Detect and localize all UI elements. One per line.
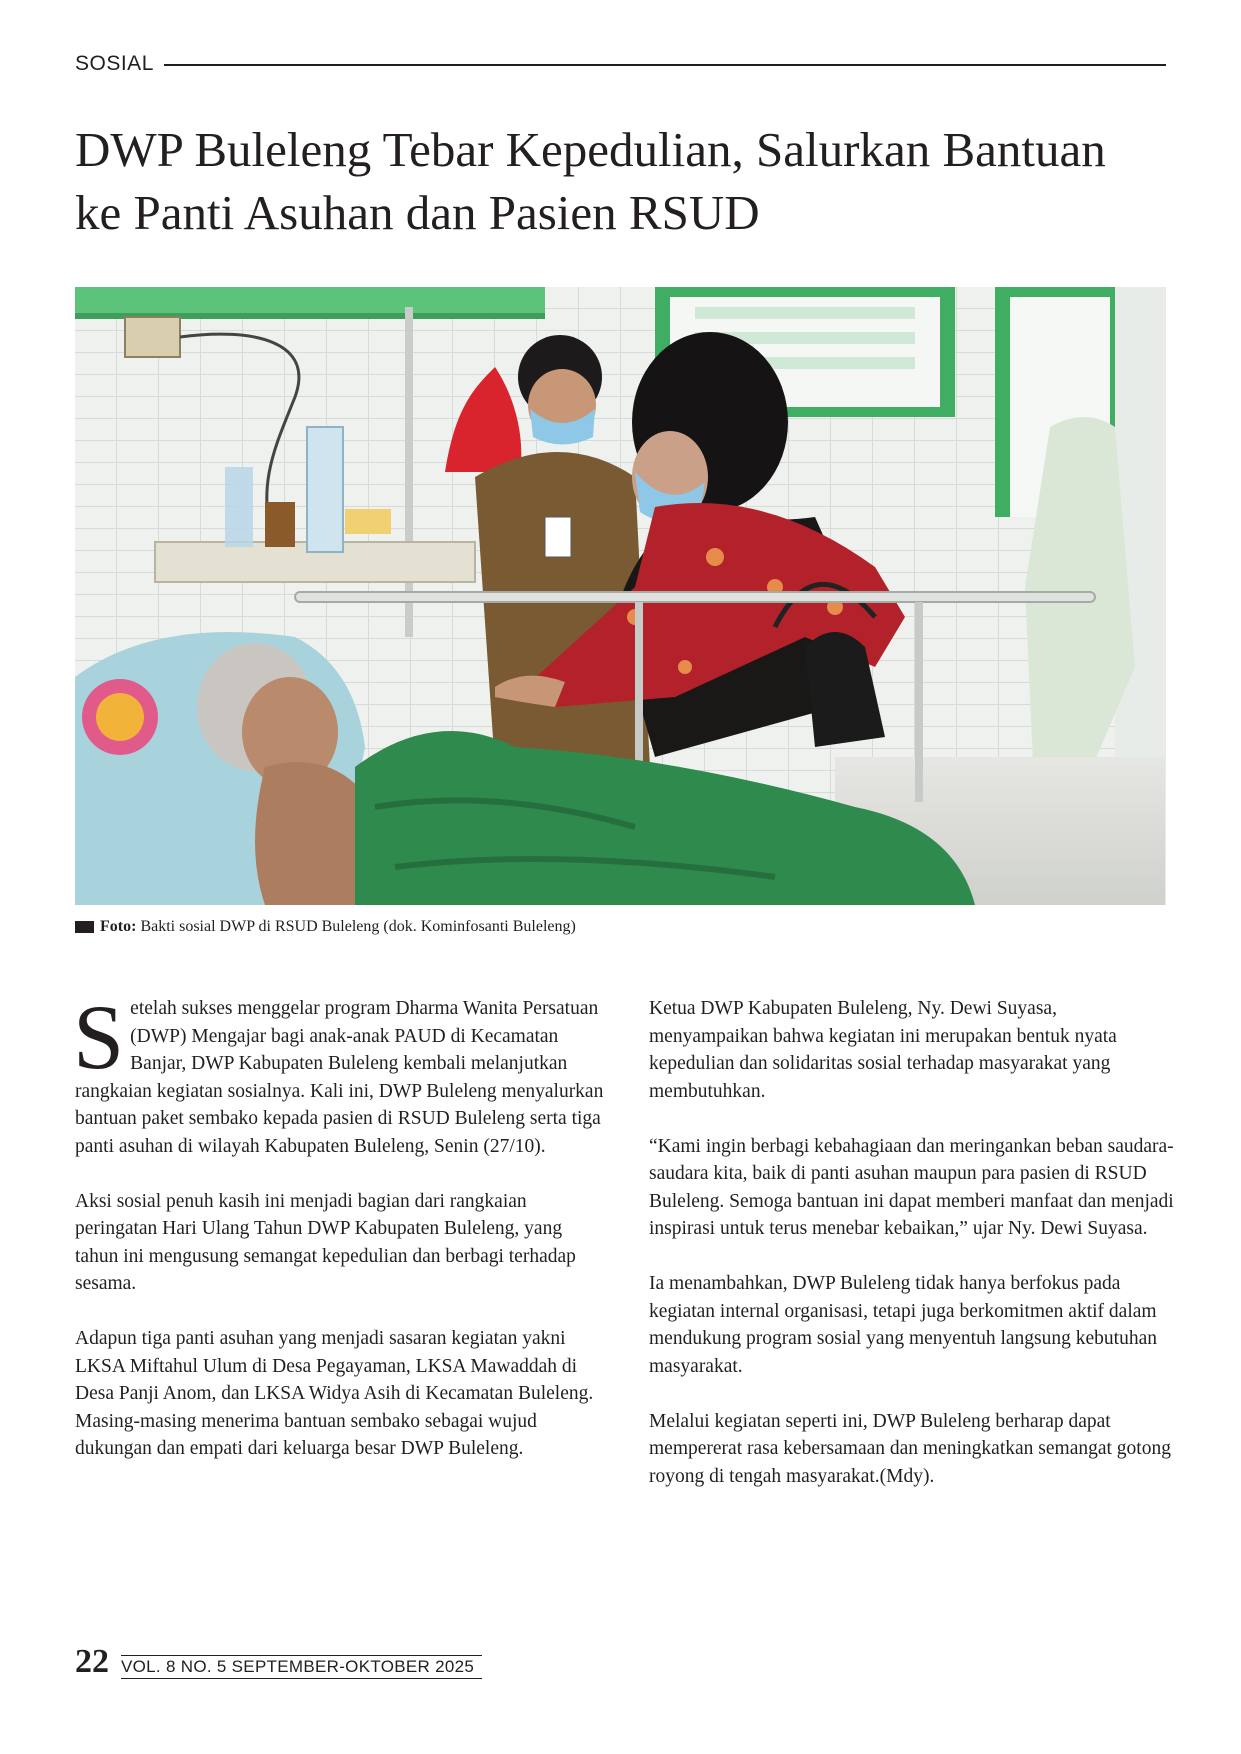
- caption-label: Foto:: [100, 918, 137, 935]
- article-column-right: [649, 995, 1174, 1518]
- drop-cap: S: [73, 986, 125, 1088]
- article-photo: [75, 287, 1166, 905]
- section-label: SOSIAL: [75, 52, 154, 75]
- section-rule: [164, 64, 1166, 66]
- photo-caption: [75, 918, 576, 936]
- paragraph: Melalui kegiatan seperti ini, DWP Buleleng berharap dapat mempererat rasa kebersamaan dan meningkatkan semangat gotong royong di tengah masyarakat.(Mdy).: [649, 1410, 1171, 1487]
- caption-marker: [75, 921, 94, 933]
- article-title-line-1: DWP Buleleng Tebar Kepedulian, Salurkan Bantuan: [75, 122, 1106, 177]
- paragraph: [73, 986, 605, 1160]
- article-title-line-2: ke Panti Asuhan dan Pasien RSUD: [75, 185, 760, 240]
- paragraph: Ia menambahkan, DWP Buleleng tidak hanya berfokus pada kegiatan internal organisasi, tetapi juga berkomitmen aktif dalam mendukung program sosial yang menyentuh langsung kebutuhan masyarakat.: [649, 1273, 1157, 1377]
- caption-text: Bakti sosial DWP di RSUD Buleleng (dok. Kominfosanti Buleleng): [140, 918, 576, 935]
- page-number: 22: [75, 1643, 109, 1680]
- paragraph: Adapun tiga panti asuhan yang menjadi sasaran kegiatan yakni LKSA Miftahul Ulum di Desa Pegayaman, LKSA Mawaddah di Desa Panji Anom, dan LKSA Widya Asih di Kecamatan Buleleng. Masing-masing menerima bantuan sembako sebagai wujud dukungan dan empati dari keluarga besar DWP Buleleng.: [75, 1328, 594, 1459]
- article-column-left: [73, 986, 605, 1490]
- paragraph: Ketua DWP Kabupaten Buleleng, Ny. Dewi Suyasa, menyampaikan bahwa kegiatan ini merupakan bentuk nyata kepedulian dan solidaritas sosial terhadap masyarakat yang membutuhkan.: [649, 998, 1117, 1102]
- paragraph: “Kami ingin berbagi kebahagiaan dan meringankan beban saudara-saudara kita, baik di panti asuhan maupun para pasien di RSUD Buleleng. Semoga bantuan ini dapat memberi manfaat dan menjadi inspirasi untuk terus menebar kebaikan,” ujar Ny. Dewi Suyasa.: [649, 1135, 1174, 1239]
- paragraph: Aksi sosial penuh kasih ini menjadi bagian dari rangkaian peringatan Hari Ulang Tahun DWP Kabupaten Buleleng, yang tahun ini mengusung semangat kepedulian dan berbagi terhadap sesama.: [75, 1190, 576, 1294]
- photo-illustration: [75, 287, 1166, 905]
- paragraph-text: etelah sukses menggelar program Dharma Wanita Persatuan (DWP) Mengajar bagi anak-anak PAUD di Kecamatan Banjar, DWP Kabupaten Buleleng kembali melanjutkan rangkaian kegiatan sosialnya. Kali ini, DWP Buleleng menyalurkan bantuan paket sembako kepada pasien di RSUD Buleleng serta tiga panti asuhan di wilayah Kabupaten Buleleng, Senin (27/10).: [75, 998, 604, 1157]
- page-footer: [75, 1645, 482, 1679]
- article-title: [75, 118, 1175, 244]
- issue-info: VOL. 8 NO. 5 SEPTEMBER-OKTOBER 2025: [121, 1655, 482, 1679]
